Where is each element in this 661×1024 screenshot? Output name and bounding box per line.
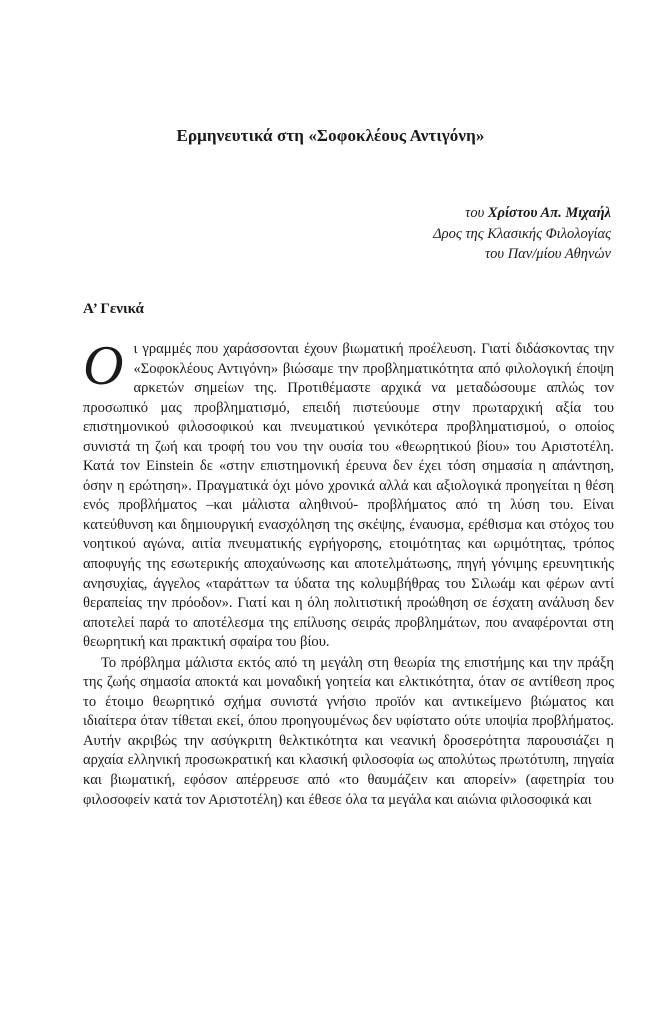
author-affiliation: του Παν/μίου Αθηνών bbox=[484, 246, 611, 262]
author-line bbox=[433, 203, 611, 224]
author-block bbox=[433, 203, 611, 265]
drop-cap: Ο bbox=[83, 335, 124, 397]
article-title: Ερμηνευτικά στη «Σοφοκλέους Αντιγόνη» bbox=[176, 126, 485, 145]
section-heading: Α’ Γενικά bbox=[83, 301, 144, 317]
author-degree: Δρος της Κλασικής Φιλολογίας bbox=[433, 225, 611, 242]
author-name: Χρίστου Απ. Μιχαήλ bbox=[487, 205, 611, 221]
author-prefix: του bbox=[465, 205, 488, 221]
paragraph-1-text: ι γραμμές που χαράσσονται έχουν βιωματική προέλευση. Γιατί διδάσκοντας την «Σοφοκλέους Αντιγόνη» βιώσαμε την προβληματικότητα από φιλολογική έποψη αρκετών σημείων της. Προτιθέμαστε αρχικά να μεταδώσουμε απλώς τον προσωπικό μας προβληματισμό, επειδή πιστεύουμε στην πρωταρχική αξία του επιστημονικού φιλοσοφικού και πνευματικού γενικότερα προβληματισμού, ο οποίος συνιστά τη ζωή και τροφή του νου την ουσία του «θεωρητικού βίου» του Αριστοτέλη. Κατά τον Einstein δε «στην επιστημονική έρευνα δεν έχει τόση σημασία η απάντηση, όσην η ερώτηση». Πραγματικά όχι μόνο χρονικά αλλά και αξιολογικά προηγείται η θέση ενός προβλήματος –και μάλιστα αληθινού- προβλήματος από τη λύση του. Είναι κατεύθυνση και δημιουργική ενασχόληση της σκέψης, έναυσμα, ερέθισμα και στόχος του νοητικού αγώνα, αιτία πνευματικής εγρήγορσης, ετοιμότητας και ωριμότητας, τρόπος αποφυγής της εσωτερικής αποχαύνωσης και αποτελμάτωσης, πηγή γόνιμης ερευνητικής ανησυχίας, άγγελος «ταράττων τα ύδατα της κολυμβήθρας του Σιλωάμ και φέρων αντί θεραπείας την πρόοδον». Γιατί και η όλη πολιτιστική προώθηση σε έσχατη ανάλυση δεν αποτελεί παρά το αποτέλεσμα της επίλυσης σειράς προβλημάτων, που αναφέρονται στη θεωρητική και πρακτική σφαίρα του βίου. bbox=[83, 341, 614, 651]
paragraph-2: Το πρόβλημα μάλιστα εκτός από τη μεγάλη στη θεωρία της επιστήμης και την πράξη της ζωής σημασία αποκτά και μοναδική γοητεία και ελκτικότητα, όταν σε αντίθεση προς το έτοιμο θεωρητικό σχήμα συνιστά γνήσιο προϊόν και αντικείμενο βιώματος και ιδιαίτερα όταν τίθεται εκεί, όπου προηγουμένως δεν υφίστατο ούτε υποψία προβλήματος. Αυτήν ακριβώς την ασύγκριτη θελκτικότητα και νεανική δροσερότητα παρουσιάζει η αρχαία ελληνική προσωκρατική και κλασική φιλοσοφία ως απολύτως πρωτότυπη, πηγαία και βιωματική, εφόσον απέρρευσε από «το θαυμάζειν και απορείν» (αφετηρία του φιλοσοφείν κατά τον Αριστοτέλη) και έθεσε όλα τα μεγάλα και αιώνια φιλοσοφικά και bbox=[83, 654, 614, 808]
body-text bbox=[83, 335, 614, 810]
paragraph-1 bbox=[83, 335, 614, 653]
